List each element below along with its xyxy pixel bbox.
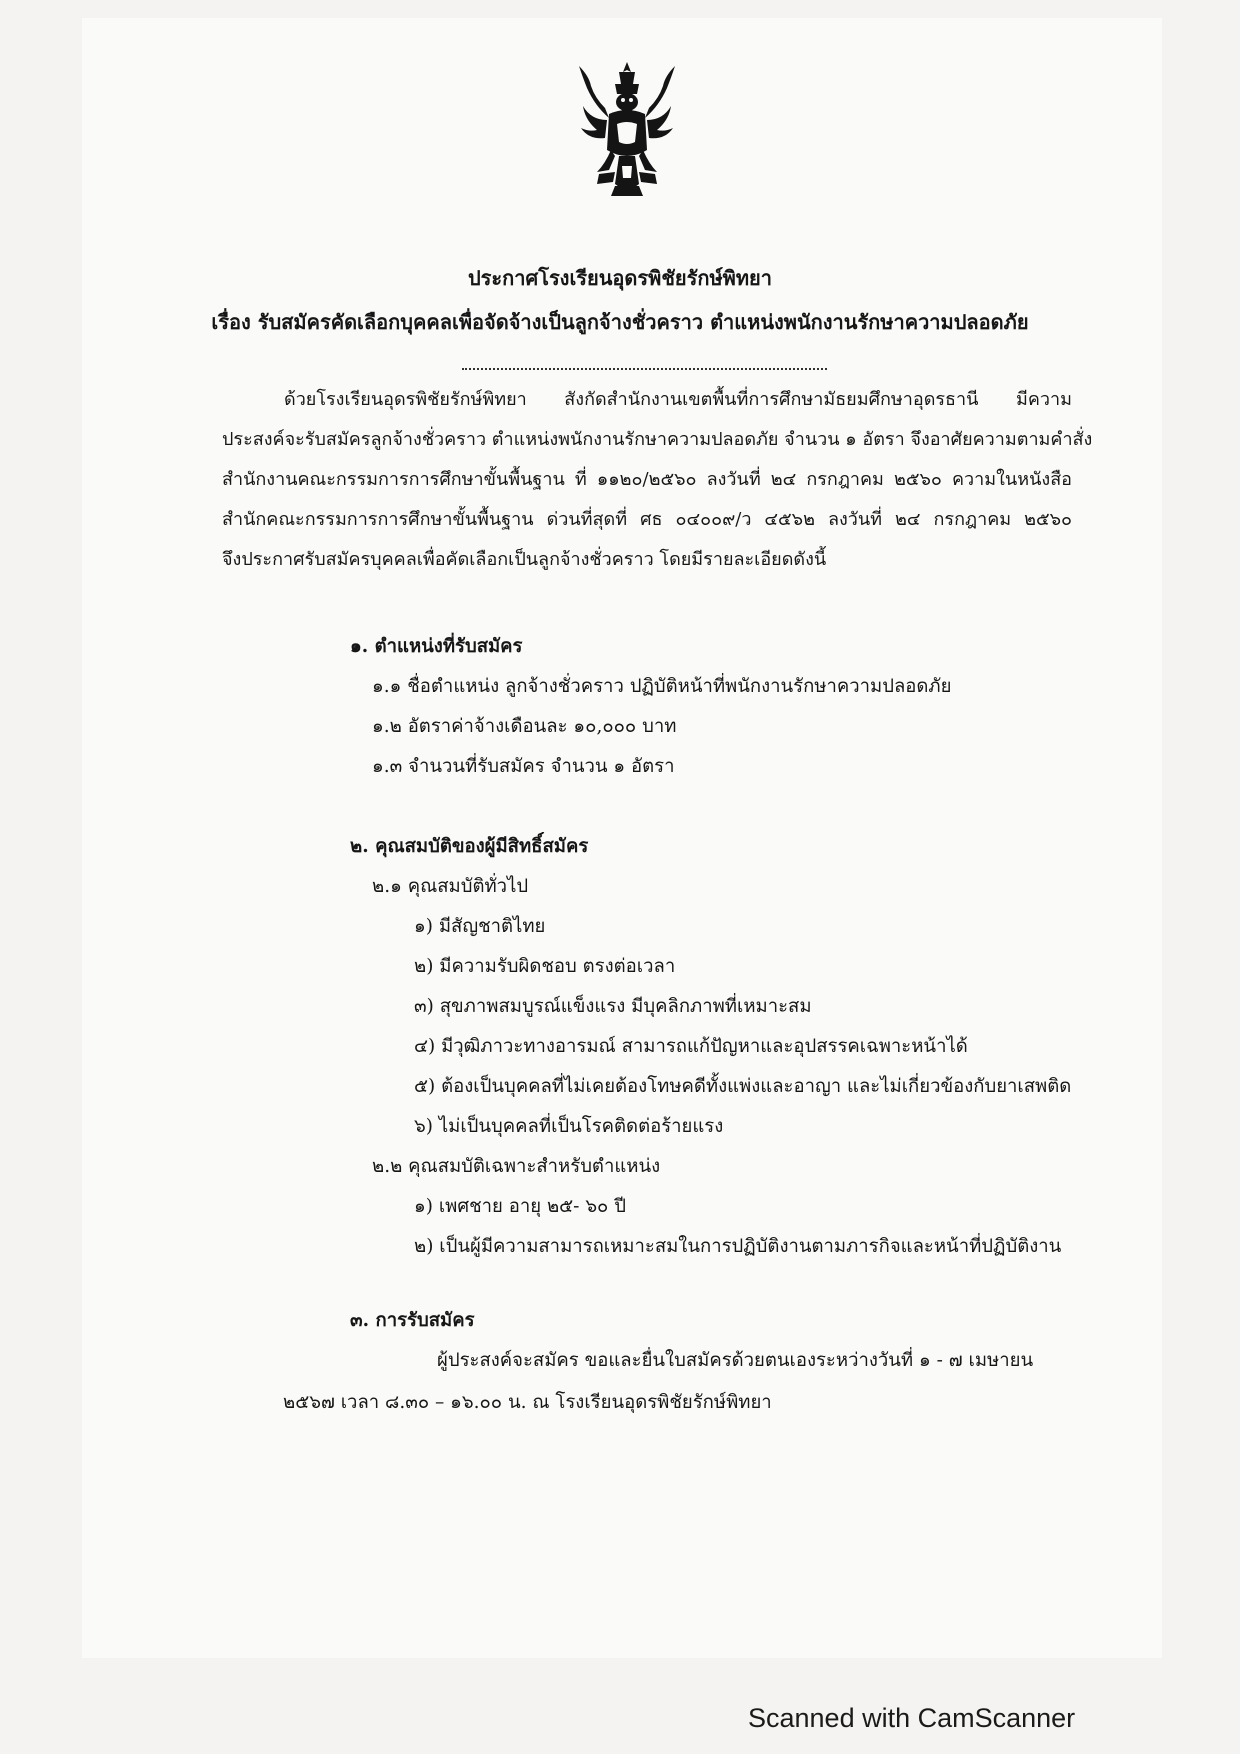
intro-line: ประสงค์จะรับสมัครลูกจ้างชั่วคราว ตำแหน่งพนักงานรักษาความปลอดภัย จำนวน ๑ อัตรา จึงอาศัยความตามคำสั่ง — [222, 429, 1093, 450]
intro-line: จึงประกาศรับสมัครบุคคลเพื่อคัดเลือกเป็นลูกจ้างชั่วคราว โดยมีรายละเอียดดังนี้ — [222, 549, 827, 570]
garuda-emblem-icon — [575, 58, 679, 200]
intro-paragraph — [222, 380, 1093, 580]
document-title: ประกาศโรงเรียนอุดรพิชัยรักษ์พิทยา — [467, 266, 772, 290]
specific-qualification-item: ๑) เพศชาย อายุ ๒๕- ๖๐ ปี — [414, 1196, 626, 1217]
application-details-line: ผู้ประสงค์จะสมัคร ขอและยื่นใบสมัครด้วยตนเองระหว่างวันที่ ๑ - ๗ เมษายน — [437, 1350, 1034, 1371]
section-2-heading: ๒. คุณสมบัติของผู้มีสิทธิ์สมัคร — [350, 836, 589, 857]
intro-line: ด้วยโรงเรียนอุดรพิชัยรักษ์พิทยา สังกัดสำนักงานเขตพื้นที่การศึกษามัธยมศึกษาอุดรธานี มีความ — [284, 389, 1072, 410]
section-1-item: ๑.๓ จำนวนที่รับสมัคร จำนวน ๑ อัตรา — [372, 756, 675, 777]
dotted-divider — [462, 368, 827, 370]
general-qualification-item: ๓) สุขภาพสมบูรณ์แข็งแรง มีบุคลิกภาพที่เหมาะสม — [414, 996, 812, 1017]
application-details-line: ๒๕๖๗ เวลา ๘.๓๐ – ๑๖.๐๐ น. ณ โรงเรียนอุดรพิชัยรักษ์พิทยา — [283, 1392, 772, 1413]
section-3-heading: ๓. การรับสมัคร — [350, 1310, 475, 1331]
camscanner-watermark: Scanned with CamScanner — [748, 1703, 1076, 1733]
document-subject: เรื่อง รับสมัครคัดเลือกบุคคลเพื่อจัดจ้างเป็นลูกจ้างชั่วคราว ตำแหน่งพนักงานรักษาความปลอดภัย — [211, 310, 1029, 334]
specific-qualifications-heading: ๒.๒ คุณสมบัติเฉพาะสำหรับตำแหน่ง — [372, 1156, 661, 1177]
section-1-heading: ๑. ตำแหน่งที่รับสมัคร — [350, 636, 523, 657]
general-qualification-item: ๖) ไม่เป็นบุคคลที่เป็นโรคติดต่อร้ายแรง — [414, 1116, 724, 1137]
general-qualification-item: ๕) ต้องเป็นบุคคลที่ไม่เคยต้องโทษคดีทั้งแพ่งและอาญา และไม่เกี่ยวข้องกับยาเสพติด — [414, 1076, 1072, 1097]
section-1-item: ๑.๑ ชื่อตำแหน่ง ลูกจ้างชั่วคราว ปฏิบัติหน้าที่พนักงานรักษาความปลอดภัย — [372, 676, 952, 697]
general-qualification-item: ๑) มีสัญชาติไทย — [414, 916, 546, 937]
intro-line: สำนักงานคณะกรรมการการศึกษาขั้นพื้นฐาน ที่ ๑๑๒๐/๒๕๖๐ ลงวันที่ ๒๔ กรกฎาคม ๒๕๖๐ ความในหนังสือ — [222, 469, 1072, 490]
general-qualification-item: ๒) มีความรับผิดชอบ ตรงต่อเวลา — [414, 956, 676, 977]
specific-qualification-item: ๒) เป็นผู้มีความสามารถเหมาะสมในการปฏิบัติงานตามภารกิจและหน้าที่ปฏิบัติงาน — [414, 1236, 1062, 1257]
general-qualification-item: ๔) มีวุฒิภาวะทางอารมณ์ สามารถแก้ปัญหาและอุปสรรคเฉพาะหน้าได้ — [414, 1036, 968, 1057]
section-1-item: ๑.๒ อัตราค่าจ้างเดือนละ ๑๐,๐๐๐ บาท — [372, 716, 677, 737]
intro-line: สำนักคณะกรรมการการศึกษาขั้นพื้นฐาน ด่วนที่สุดที่ ศธ ๐๔๐๐๙/ว ๔๕๖๒ ลงวันที่ ๒๔ กรกฎาคม ๒๕๖๐ — [222, 509, 1072, 530]
general-qualifications-heading: ๒.๑ คุณสมบัติทั่วไป — [372, 876, 529, 897]
